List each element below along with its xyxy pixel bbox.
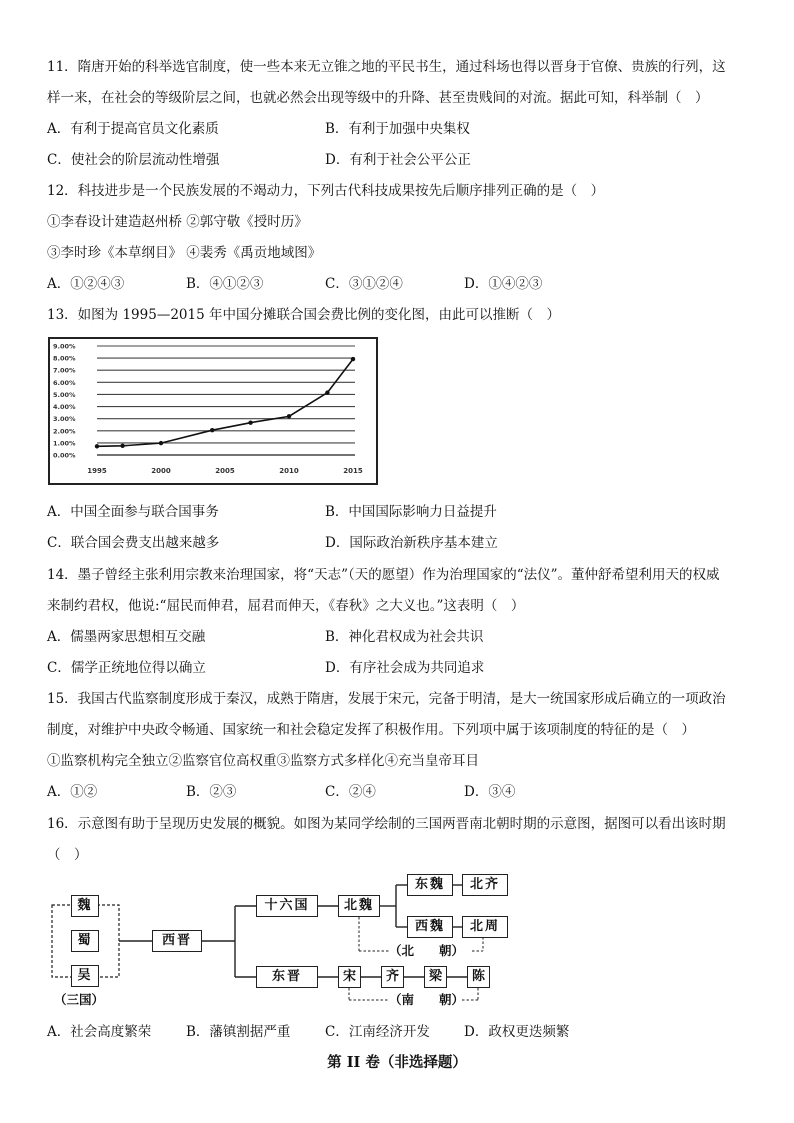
box-liang: 梁 xyxy=(424,966,447,988)
box-western-wei: 西魏 xyxy=(407,916,453,938)
q15-items: ①监察机构完全独立②监察官位高权重③监察方式多样化④充当皇帝耳目 xyxy=(47,753,479,769)
chart-x-tick-label: 2015 xyxy=(343,467,363,475)
chart-data-point xyxy=(210,428,214,432)
q14-option-d: D．有序社会成为共同追求 xyxy=(325,660,485,676)
q12-item-line2: ③李时珍《本草纲目》 ④裴秀《禹贡地域图》 xyxy=(47,245,322,261)
q16-stem-line2: （ ） xyxy=(47,847,88,863)
chart-svg xyxy=(50,339,376,483)
chart-y-tick-label: 4.00% xyxy=(53,403,76,412)
q14-option-a: A．儒墨两家思想相互交融 xyxy=(47,629,206,645)
q14-stem-line2: 来制约君权，他说:“屈民而伸君，屈君而伸天，《春秋》之大义也。”这表明（ ） xyxy=(47,598,525,614)
chart-x-tick-label: 1995 xyxy=(87,467,107,475)
box-eastern-jin: 东晋 xyxy=(256,966,318,988)
q11-option-a: A．有利于提高官员文化素质 xyxy=(47,121,219,137)
q12-option-b: B．④①②③ xyxy=(186,276,264,292)
chart-data-point xyxy=(159,441,163,445)
q15-stem-line2: 制度，对维护中央政令畅通、国家统一和社会稳定发挥了积极作用。下列项中属于该项制度的特征的是（ ） xyxy=(47,722,695,738)
box-wu: 吴 xyxy=(71,965,99,987)
box-northern-qi: 北齐 xyxy=(462,874,508,896)
chart-x-tick-label: 2005 xyxy=(215,467,235,475)
q14-option-b: B．神化君权成为社会共识 xyxy=(325,629,484,645)
box-sixteen-kingdoms: 十六国 xyxy=(256,895,318,917)
q11-stem-line1: 11．隋唐开始的科举选官制度，使一些本来无立锥之地的平民书生，通过科场也得以晋身于官僚、贵族的行列，这 xyxy=(47,59,726,75)
q11-option-c: C．使社会的阶层流动性增强 xyxy=(47,152,220,168)
q16-option-b: B．藩镇割据严重 xyxy=(186,1024,291,1040)
chart-y-tick-label: 1.00% xyxy=(53,439,76,448)
box-song: 宋 xyxy=(338,966,361,988)
box-western-jin: 西晋 xyxy=(152,930,202,952)
chart-x-tick-label: 2000 xyxy=(151,467,171,475)
q16-option-c: C．江南经济开发 xyxy=(325,1024,430,1040)
q12-item-line1: ①李春设计建造赵州桥 ②郭守敬《授时历》 xyxy=(47,214,308,230)
q15-option-b: B．②③ xyxy=(186,784,237,800)
q13-option-c: C．联合国会费支出越来越多 xyxy=(47,535,220,551)
label-southern-dynasties: （南 朝） xyxy=(389,992,465,1007)
q15-option-d: D．③④ xyxy=(464,784,516,800)
q11-stem-line2: 样一来，在社会的等级阶层之间，也就必然会出现等级中的升降、甚至贵贱间的对流。据此可知，科举制（ ） xyxy=(47,90,709,106)
box-northern-zhou: 北周 xyxy=(462,916,508,938)
q16-option-a: A．社会高度繁荣 xyxy=(47,1024,152,1040)
chart-y-tick-label: 8.00% xyxy=(53,354,76,363)
q13-option-d: D．国际政治新秩序基本建立 xyxy=(325,535,498,551)
box-wei: 魏 xyxy=(71,895,99,917)
q13-option-b: B．中国国际影响力日益提升 xyxy=(325,504,497,520)
chart-y-tick-label: 5.00% xyxy=(53,390,76,399)
q11-option-b: B．有利于加强中央集权 xyxy=(325,121,470,137)
chart-y-tick-label: 0.00% xyxy=(53,451,76,460)
chart-y-tick-label: 6.00% xyxy=(53,378,76,387)
chart-x-tick-label: 2010 xyxy=(279,467,299,475)
q13-option-a: A．中国全面参与联合国事务 xyxy=(47,504,219,520)
q16-stem-line1: 16．示意图有助于呈现历史发展的概貌。如图为某同学绘制的三国两晋南北朝时期的示意图，据图可以看出该时期 xyxy=(47,816,726,832)
box-eastern-wei: 东魏 xyxy=(407,874,453,896)
box-shu: 蜀 xyxy=(71,930,99,952)
q11-option-d: D．有利于社会公平公正 xyxy=(325,152,471,168)
chart-data-point xyxy=(95,444,99,448)
chart-data-point xyxy=(351,357,355,361)
box-qi: 齐 xyxy=(381,966,404,988)
chart-data-point xyxy=(248,420,252,424)
label-sanguo: （三国） xyxy=(54,992,105,1007)
q13-stem: 13．如图为 1995—2015 年中国分摊联合国会费比例的变化图，由此可以推断（ ） xyxy=(47,307,560,323)
box-northern-wei: 北魏 xyxy=(338,895,380,917)
q12-option-a: A．①②④③ xyxy=(47,276,125,292)
q12-option-d: D．①④②③ xyxy=(464,276,543,292)
chart-y-tick-label: 7.00% xyxy=(53,366,76,375)
q15-stem-line1: 15．我国古代监察制度形成于秦汉，成熟于隋唐，发展于宋元，完备于明清，是大一统国家形成后确立的一项政治 xyxy=(47,691,726,707)
q12-stem-line1: 12．科技进步是一个民族发展的不竭动力，下列古代科技成果按先后顺序排列正确的是（ ） xyxy=(47,183,605,199)
q16-option-d: D．政权更迭频繁 xyxy=(464,1024,570,1040)
box-chen: 陈 xyxy=(467,966,490,988)
q15-option-a: A．①② xyxy=(47,784,98,800)
chart-y-tick-label: 9.00% xyxy=(53,342,76,351)
chart-data-point xyxy=(325,390,329,394)
chart-y-tick-label: 3.00% xyxy=(53,415,76,424)
q14-option-c: C．儒学正统地位得以确立 xyxy=(47,660,206,676)
un-dues-chart xyxy=(48,337,378,485)
chart-data-point xyxy=(120,444,124,448)
label-northern-dynasties: （北 朝） xyxy=(389,943,465,958)
chart-series-line xyxy=(97,359,353,446)
q12-option-c: C．③①②④ xyxy=(325,276,403,292)
chart-y-tick-label: 2.00% xyxy=(53,427,76,436)
q14-stem-line1: 14．墨子曾经主张利用宗教来治理国家，将“天志”（天的愿望）作为治理国家的“法仪”。董仲舒希望利用天的权威 xyxy=(47,567,720,583)
chart-data-point xyxy=(287,414,291,418)
section-title: 第 II 卷（非选择题） xyxy=(327,1054,467,1071)
q15-option-c: C．②④ xyxy=(325,784,376,800)
